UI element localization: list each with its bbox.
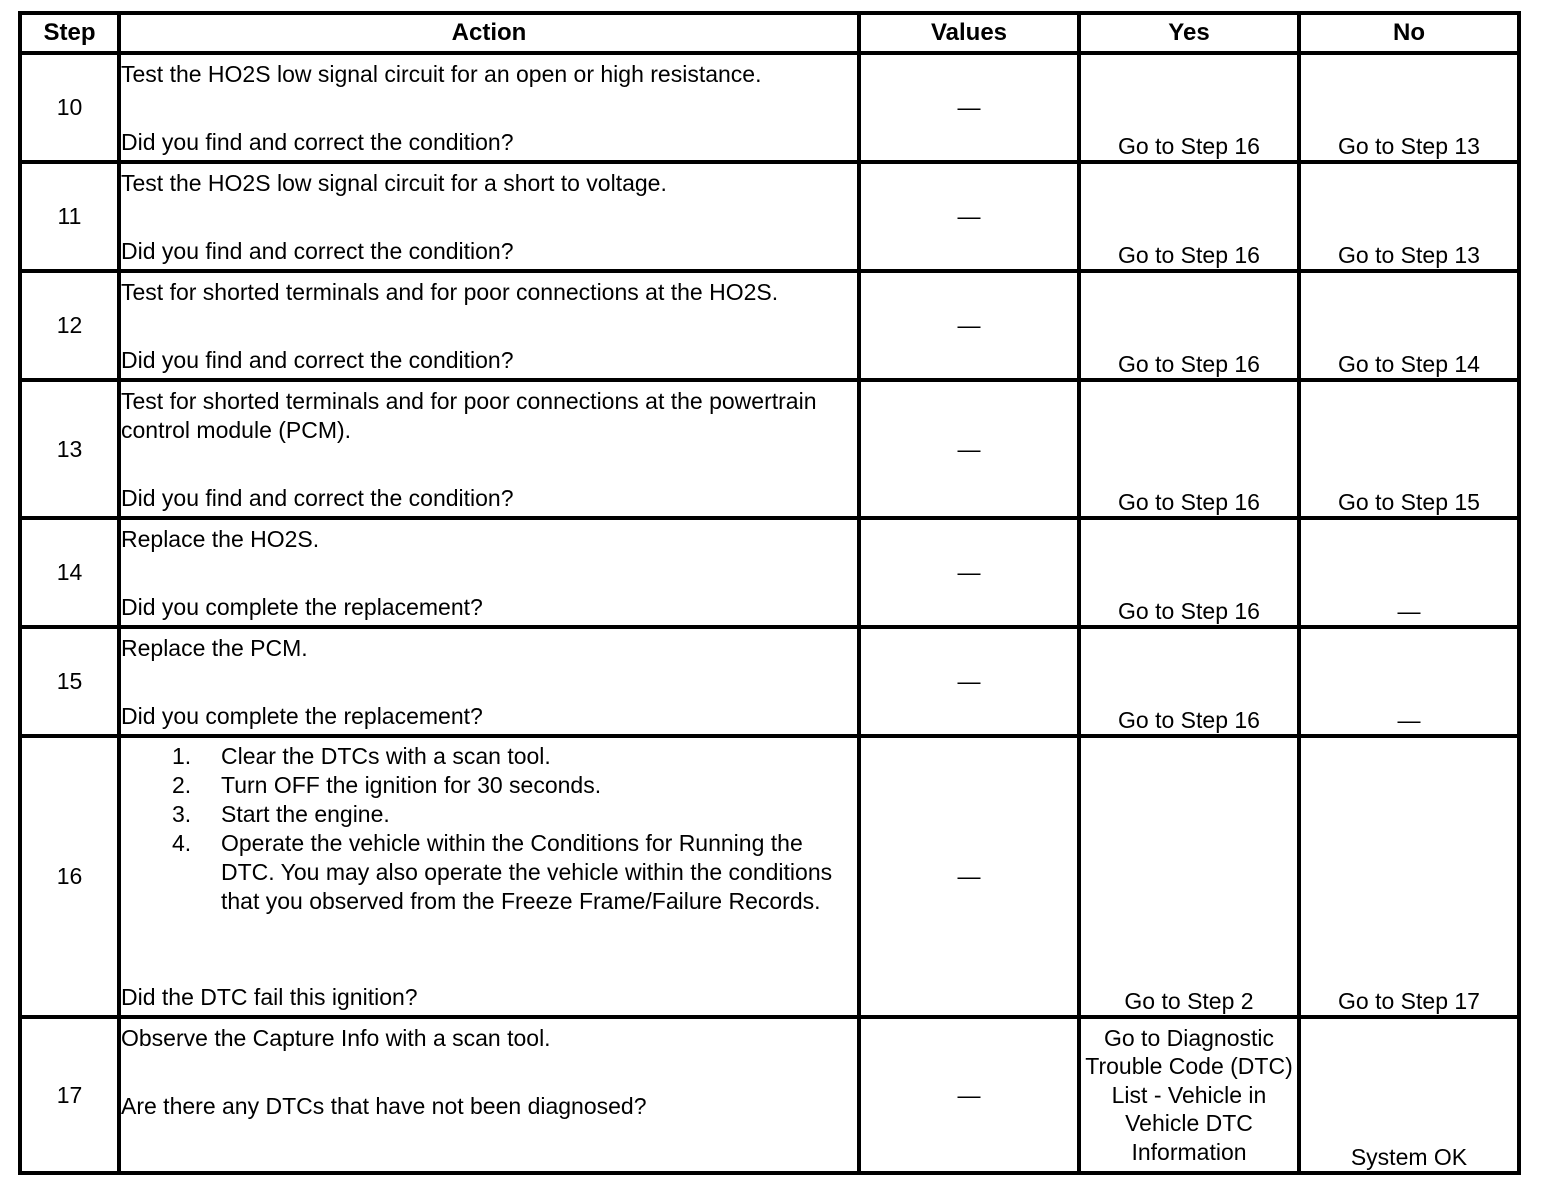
list-item-number: 2. xyxy=(172,772,192,798)
action-cell xyxy=(119,627,859,736)
action-question: Did you complete the replacement? xyxy=(121,703,483,729)
action-instruction: Replace the HO2S. xyxy=(121,526,320,552)
table-row xyxy=(20,53,1519,162)
values-cell: — xyxy=(859,736,1079,1017)
yes-cell: Go to Step 16 xyxy=(1079,380,1299,518)
values-cell: — xyxy=(859,627,1079,736)
list-item-number: 4. xyxy=(172,830,192,856)
values-cell: — xyxy=(859,53,1079,162)
values-cell: — xyxy=(859,518,1079,627)
table-row xyxy=(20,518,1519,627)
action-instruction: Replace the PCM. xyxy=(121,635,308,661)
yes-cell: Go to Step 16 xyxy=(1079,271,1299,380)
action-question: Did you find and correct the condition? xyxy=(121,129,514,155)
action-cell xyxy=(119,53,859,162)
action-question: Did you find and correct the condition? xyxy=(121,347,514,373)
step-number: 12 xyxy=(20,271,119,380)
list-item-text: Turn OFF the ignition for 30 seconds. xyxy=(221,772,602,798)
list-item-number: 1. xyxy=(172,743,192,769)
no-cell: Go to Step 15 xyxy=(1299,380,1519,518)
action-question: Are there any DTCs that have not been diagnosed? xyxy=(121,1093,647,1119)
diagnostic-table xyxy=(18,11,1521,1175)
action-instruction: Test for shorted terminals and for poor connections at the HO2S. xyxy=(121,279,779,305)
list-item xyxy=(121,771,857,800)
header-yes: Yes xyxy=(1079,13,1299,53)
action-cell xyxy=(119,736,859,1017)
action-question: Did the DTC fail this ignition? xyxy=(121,984,418,1010)
step-number: 14 xyxy=(20,518,119,627)
action-cell xyxy=(119,518,859,627)
no-cell: Go to Step 13 xyxy=(1299,53,1519,162)
list-item-text: Operate the vehicle within the Conditions for Running the DTC. You may also operate the vehicle within the conditions that you observed from the Freeze Frame/Failure Records. xyxy=(221,830,833,914)
step-number: 13 xyxy=(20,380,119,518)
action-instruction: Test the HO2S low signal circuit for a short to voltage. xyxy=(121,170,667,196)
table-row xyxy=(20,627,1519,736)
step-number: 16 xyxy=(20,736,119,1017)
table-row xyxy=(20,736,1519,1017)
values-cell: — xyxy=(859,271,1079,380)
no-cell: Go to Step 14 xyxy=(1299,271,1519,380)
values-cell: — xyxy=(859,162,1079,271)
action-instruction: Test for shorted terminals and for poor connections at the powertrain control module (PCM). xyxy=(121,388,817,443)
yes-cell: Go to Diagnostic Trouble Code (DTC) List - Vehicle in Vehicle DTC Information xyxy=(1079,1017,1299,1173)
action-question: Did you find and correct the condition? xyxy=(121,238,514,264)
header-step: Step xyxy=(20,13,119,53)
step-number: 10 xyxy=(20,53,119,162)
list-item xyxy=(121,829,857,916)
step-number: 11 xyxy=(20,162,119,271)
yes-cell: Go to Step 16 xyxy=(1079,518,1299,627)
action-cell xyxy=(119,162,859,271)
header-no: No xyxy=(1299,13,1519,53)
procedure-list xyxy=(121,738,857,916)
action-cell xyxy=(119,380,859,518)
step-number: 17 xyxy=(20,1017,119,1173)
table-row xyxy=(20,162,1519,271)
yes-cell: Go to Step 16 xyxy=(1079,53,1299,162)
no-cell: — xyxy=(1299,518,1519,627)
action-instruction: Test the HO2S low signal circuit for an open or high resistance. xyxy=(121,61,762,87)
no-cell: — xyxy=(1299,627,1519,736)
no-cell: System OK xyxy=(1299,1017,1519,1173)
list-item-text: Clear the DTCs with a scan tool. xyxy=(221,743,551,769)
yes-cell: Go to Step 16 xyxy=(1079,627,1299,736)
action-question: Did you find and correct the condition? xyxy=(121,485,514,511)
action-cell xyxy=(119,271,859,380)
no-cell: Go to Step 13 xyxy=(1299,162,1519,271)
values-cell: — xyxy=(859,1017,1079,1173)
table-row xyxy=(20,380,1519,518)
list-item xyxy=(121,800,857,829)
yes-cell: Go to Step 2 xyxy=(1079,736,1299,1017)
header-values: Values xyxy=(859,13,1079,53)
list-item xyxy=(121,742,857,771)
step-number: 15 xyxy=(20,627,119,736)
action-cell xyxy=(119,1017,859,1173)
values-cell: — xyxy=(859,380,1079,518)
yes-cell: Go to Step 16 xyxy=(1079,162,1299,271)
table-row xyxy=(20,1017,1519,1173)
no-cell: Go to Step 17 xyxy=(1299,736,1519,1017)
table-row xyxy=(20,271,1519,380)
header-action: Action xyxy=(119,13,859,53)
list-item-number: 3. xyxy=(172,801,192,827)
header-row xyxy=(20,13,1519,53)
action-instruction: Observe the Capture Info with a scan tool. xyxy=(121,1025,551,1051)
action-question: Did you complete the replacement? xyxy=(121,594,483,620)
list-item-text: Start the engine. xyxy=(221,801,390,827)
